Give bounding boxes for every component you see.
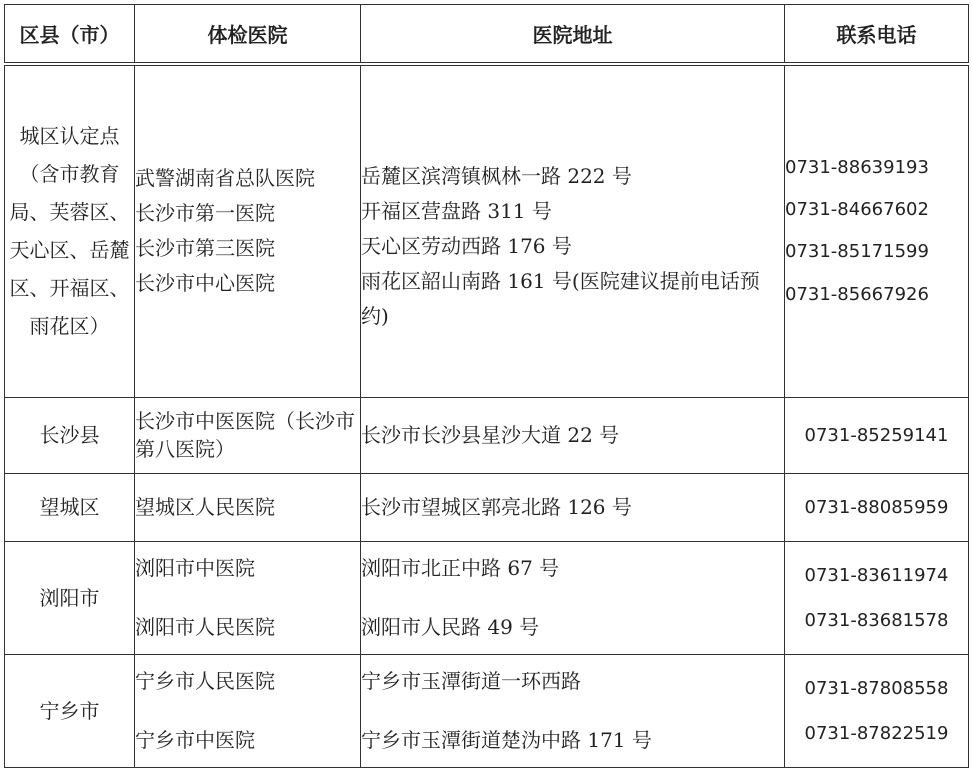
hospital-address: 天心区劳动西路 176 号 (361, 233, 572, 258)
table-row (5, 654, 969, 767)
hospital-name: 宁乡市中医院 (135, 727, 255, 752)
hospital-address: 长沙市望城区郭亮北路 126 号 (361, 494, 632, 519)
hospital-name: 长沙市第一医院 (135, 201, 275, 226)
phone-number: 0731-88639193 (785, 156, 929, 178)
district-cell: 望城区 (5, 473, 135, 541)
header-hospital: 体检医院 (135, 5, 361, 65)
table-row (5, 397, 969, 473)
phone-cell (785, 541, 969, 654)
phone-number: 0731-87808558 (804, 677, 949, 699)
hospital-cell (135, 654, 361, 767)
district-cell: 长沙县 (5, 397, 135, 473)
address-cell (361, 541, 785, 654)
phone-cell (785, 397, 969, 473)
hospital-name: 长沙市中医医院（长沙市第八医院） (135, 409, 355, 461)
phone-number: 0731-88085959 (804, 496, 949, 518)
hospital-address: 雨花区韶山南路 161 号(医院建议提前电话预约) (361, 268, 760, 328)
hospital-name: 长沙市第三医院 (135, 236, 275, 261)
hospital-name: 浏阳市中医院 (135, 555, 255, 580)
hospital-name: 浏阳市人民医院 (135, 614, 275, 639)
table-row (5, 64, 969, 397)
hospital-name: 武警湖南省总队医院 (135, 166, 315, 191)
hospital-name: 望城区人民医院 (135, 494, 275, 519)
phone-number: 0731-83611974 (804, 564, 949, 586)
hospital-table (4, 4, 969, 768)
district-cell: 宁乡市 (5, 654, 135, 767)
header-phone: 联系电话 (785, 5, 969, 65)
phone-number: 0731-83681578 (804, 609, 949, 631)
header-district: 区县（市） (5, 5, 135, 65)
phone-number: 0731-85667926 (785, 283, 929, 305)
hospital-address: 长沙市长沙县星沙大道 22 号 (361, 422, 620, 447)
phone-cell (785, 473, 969, 541)
hospital-cell (135, 397, 361, 473)
hospital-address: 宁乡市玉潭街道楚沩中路 171 号 (361, 727, 652, 752)
phone-number: 0731-87822519 (804, 722, 949, 744)
phone-number: 0731-85259141 (804, 424, 949, 446)
hospital-address: 浏阳市北正中路 67 号 (361, 555, 560, 580)
hospital-cell (135, 64, 361, 397)
header-row (5, 5, 969, 65)
hospital-address: 开福区营盘路 311 号 (361, 198, 552, 223)
phone-number: 0731-84667602 (785, 198, 929, 220)
hospital-name: 宁乡市人民医院 (135, 668, 275, 693)
district-cell: 浏阳市 (5, 541, 135, 654)
district-cell: 城区认定点（含市教育局、芙蓉区、天心区、岳麓区、开福区、雨花区） (5, 64, 135, 397)
hospital-cell (135, 541, 361, 654)
address-cell (361, 473, 785, 541)
hospital-cell (135, 473, 361, 541)
phone-number: 0731-85171599 (785, 241, 929, 263)
hospital-name: 长沙市中心医院 (135, 271, 275, 296)
table-row (5, 473, 969, 541)
hospital-address: 宁乡市玉潭街道一环西路 (361, 668, 581, 693)
table-row (5, 541, 969, 654)
address-cell (361, 64, 785, 397)
hospital-address: 浏阳市人民路 49 号 (361, 614, 540, 639)
address-cell (361, 654, 785, 767)
address-cell (361, 397, 785, 473)
phone-cell (785, 64, 969, 397)
hospital-address: 岳麓区滨湾镇枫林一路 222 号 (361, 163, 632, 188)
phone-cell (785, 654, 969, 767)
header-address: 医院地址 (361, 5, 785, 65)
